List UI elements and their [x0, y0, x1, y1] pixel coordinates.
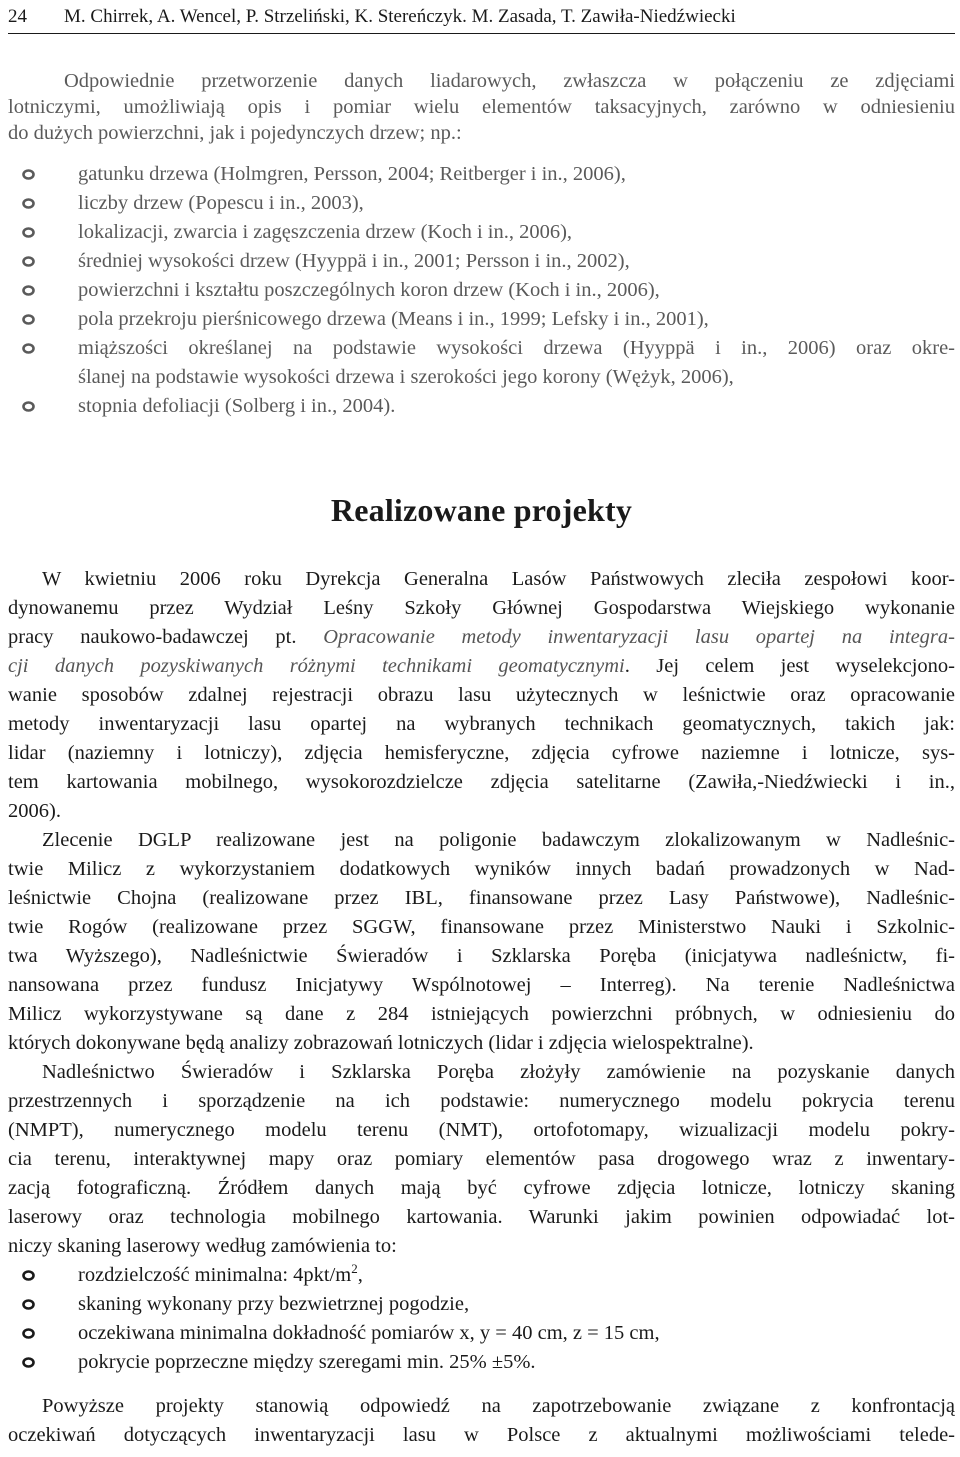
list-item-continuation — [8, 363, 955, 392]
circle-bullet-icon — [18, 1348, 38, 1377]
text-line: nansowana przez fundusz Inicjatywy Wspólnotowej – Interreg). Na terenie Nadleśnictwa — [8, 974, 955, 996]
circle-bullet-icon — [18, 392, 38, 421]
superscript: 2 — [351, 1261, 358, 1276]
list-item — [8, 247, 955, 276]
text-line: Milicz wykorzystywane są dane z 284 istniejących powierzchni próbnych, w odniesieniu do — [8, 1003, 955, 1025]
text-line: niczy skaning laserowy według zamówienia to: — [8, 1235, 397, 1257]
text-line: których dokonywane będą analizy zobrazowań lotniczych (lidar i zdjęcia wielospektralne). — [8, 1032, 754, 1054]
list-item-text: skaning wykonany przy bezwietrznej pogodzie, — [78, 1293, 470, 1315]
text-line: Powyższe projekty stanowią odpowiedź na zapotrzebowanie związane z konfrontacją — [42, 1395, 955, 1417]
list-item-text: pokrycie poprzeczne między szeregami min. 25% ±5%. — [78, 1351, 536, 1373]
list-item — [8, 1261, 955, 1290]
text-line: (NMPT), numerycznego modelu terenu (NMT), ortofotomapy, wizualizacji modelu pokry- — [8, 1119, 955, 1141]
list-item-text: lokalizacji, zwarcia i zagęszczenia drzew (Koch i in., 2006), — [78, 221, 573, 243]
project-title-italic: cji danych pozyskiwanych różnymi technikami geomatycznymi — [8, 655, 625, 677]
text-line: Nadleśnictwo Świeradów i Szklarska Poręba złożyły zamówienie na pozyskanie danych — [42, 1061, 955, 1083]
text-line: zacją fotograficzną. Źródłem danych mają być cyfrowe zdjęcia lotnicze, lotniczy skaning — [8, 1177, 955, 1199]
text-line: metody inwentaryzacji lasu opartej na wybranych technikach geomatycznych, takich jak: — [8, 713, 955, 735]
circle-bullet-icon — [18, 276, 38, 305]
circle-bullet-icon — [18, 160, 38, 189]
list-item — [8, 189, 955, 218]
circle-bullet-icon — [18, 1261, 38, 1290]
circle-bullet-icon — [18, 1319, 38, 1348]
list-item — [8, 392, 955, 421]
list-item — [8, 1348, 955, 1377]
list-item — [8, 305, 955, 334]
list-item-text: miąższości określanej na podstawie wysokości drzewa (Hyyppä i in., 2006) oraz okre- — [78, 337, 955, 359]
circle-bullet-icon — [18, 189, 38, 218]
list-item — [8, 1290, 955, 1319]
list-item-text: pola przekroju pierśnicowego drzewa (Means i in., 1999; Lefsky i in., 2001), — [78, 308, 709, 330]
text-line: lotniczymi, umożliwiają opis i pomiar wielu elementów taksacyjnych, zarówno w odniesieniu — [8, 96, 955, 118]
section-body — [8, 565, 955, 1261]
text-line: lidar (naziemny i lotniczy), zdjęcia hemisferyczne, zdjęcia cyfrowe naziemne i lotnicze, sys- — [8, 742, 955, 764]
text-line: wanie sposobów zdalnej rejestracji obrazu lasu użytecznych w leśnictwie oraz opracowanie — [8, 684, 955, 706]
intro-paragraph — [8, 68, 955, 146]
text-line: tem kartowania mobilnego, wysokorozdzielcze zdjęcia satelitarne (Zawiła,-Niedźwiecki i in., — [8, 771, 955, 793]
project-title-italic: Opracowanie metody inwentaryzacji lasu opartej na integra- — [323, 626, 955, 648]
running-header — [8, 0, 955, 30]
text-line: Zlecenie DGLP realizowane jest na poligonie badawczym zlokalizowanym w Nadleśnic- — [42, 829, 955, 851]
text-line: Odpowiednie przetworzenie danych liadarowych, zwłaszcza w połączeniu ze zdjęciami — [64, 70, 955, 92]
text-line: twa Wyższego), Nadleśnictwie Świeradów i Szklarska Poręba (inicjatywa nadleśnictw, fi- — [8, 945, 955, 967]
text-run: pracy naukowo-badawczej pt. — [8, 626, 324, 648]
list-item-text: rozdzielczość minimalna: 4pkt/m — [78, 1264, 352, 1286]
text-line: oczekiwań dotyczących inwentaryzacji lasu w Polsce z aktualnymi możliwościami telede- — [8, 1424, 955, 1446]
text-line — [8, 623, 955, 652]
text-run: . Jej celem jest wyselekcjono- — [624, 655, 955, 677]
list-item — [8, 218, 955, 247]
closing-paragraph — [8, 1392, 955, 1450]
list-item-text: stopnia defoliacji (Solberg i in., 2004). — [78, 395, 396, 417]
taxation-elements-list — [8, 160, 955, 421]
text-line: W kwietniu 2006 roku Dyrekcja Generalna Lasów Państwowych zleciła zespołowi koor- — [42, 568, 955, 590]
list-item — [8, 1319, 955, 1348]
header-rule — [8, 33, 955, 34]
text-line: przestrzennych i sporządzenie na ich podstawie: numerycznego modelu pokrycia terenu — [8, 1090, 955, 1112]
list-item — [8, 334, 955, 363]
text-line: do dużych powierzchni, jak i pojedynczych drzew; np.: — [8, 122, 462, 144]
text-line — [8, 652, 955, 681]
text-line: laserowy oraz technologia mobilnego kartowania. Warunki jakim powinien odpowiadać lot- — [8, 1206, 955, 1228]
list-item-text: liczby drzew (Popescu i in., 2003), — [78, 192, 364, 214]
text-line: twie Rogów (realizowane przez SGGW, finansowane przez Ministerstwo Nauki i Szkolnic- — [8, 916, 955, 938]
circle-bullet-icon — [18, 1290, 38, 1319]
list-item-text: powierzchni i kształtu poszczególnych koron drzew (Koch i in., 2006), — [78, 279, 660, 301]
scanning-requirements-list — [8, 1261, 955, 1377]
text-line: dynowanemu przez Wydział Leśny Szkoły Głównej Gospodarstwa Wiejskiego wykonanie — [8, 597, 955, 619]
text-line: leśnictwie Chojna (realizowane przez IBL, finansowane przez Lasy Państwowe), Nadleśnic- — [8, 887, 955, 909]
page-number: 24 — [8, 6, 27, 27]
list-item-text: średniej wysokości drzew (Hyyppä i in., 2001; Persson i in., 2002), — [78, 250, 630, 272]
text-line: 2006). — [8, 800, 61, 822]
list-item-text: gatunku drzewa (Holmgren, Persson, 2004; Reitberger i in., 2006), — [78, 163, 626, 185]
header-authors: M. Chirrek, A. Wencel, P. Strzeliński, K. Stereńczyk. M. Zasada, T. Zawiła-Niedźwiecki — [64, 6, 736, 27]
list-item-text: , — [357, 1264, 363, 1286]
list-item-text: ślanej na podstawie wysokości drzewa i szerokości jego korony (Wężyk, 2006), — [78, 366, 734, 388]
list-item-text: oczekiwana minimalna dokładność pomiarów x, y = 40 cm, z = 15 cm, — [78, 1322, 660, 1344]
circle-bullet-icon — [18, 247, 38, 276]
section-heading: Realizowane projekty — [330, 492, 633, 528]
text-line: cia terenu, interaktywnej mapy oraz pomiary elementów pasa drogowego wraz z inwentary- — [8, 1148, 955, 1170]
circle-bullet-icon — [18, 334, 38, 363]
circle-bullet-icon — [18, 218, 38, 247]
circle-bullet-icon — [18, 305, 38, 334]
list-item — [8, 276, 955, 305]
list-item — [8, 160, 955, 189]
text-line: twie Milicz z wykorzystaniem dodatkowych wyników innych badań prowadzonych w Nad- — [8, 858, 955, 880]
